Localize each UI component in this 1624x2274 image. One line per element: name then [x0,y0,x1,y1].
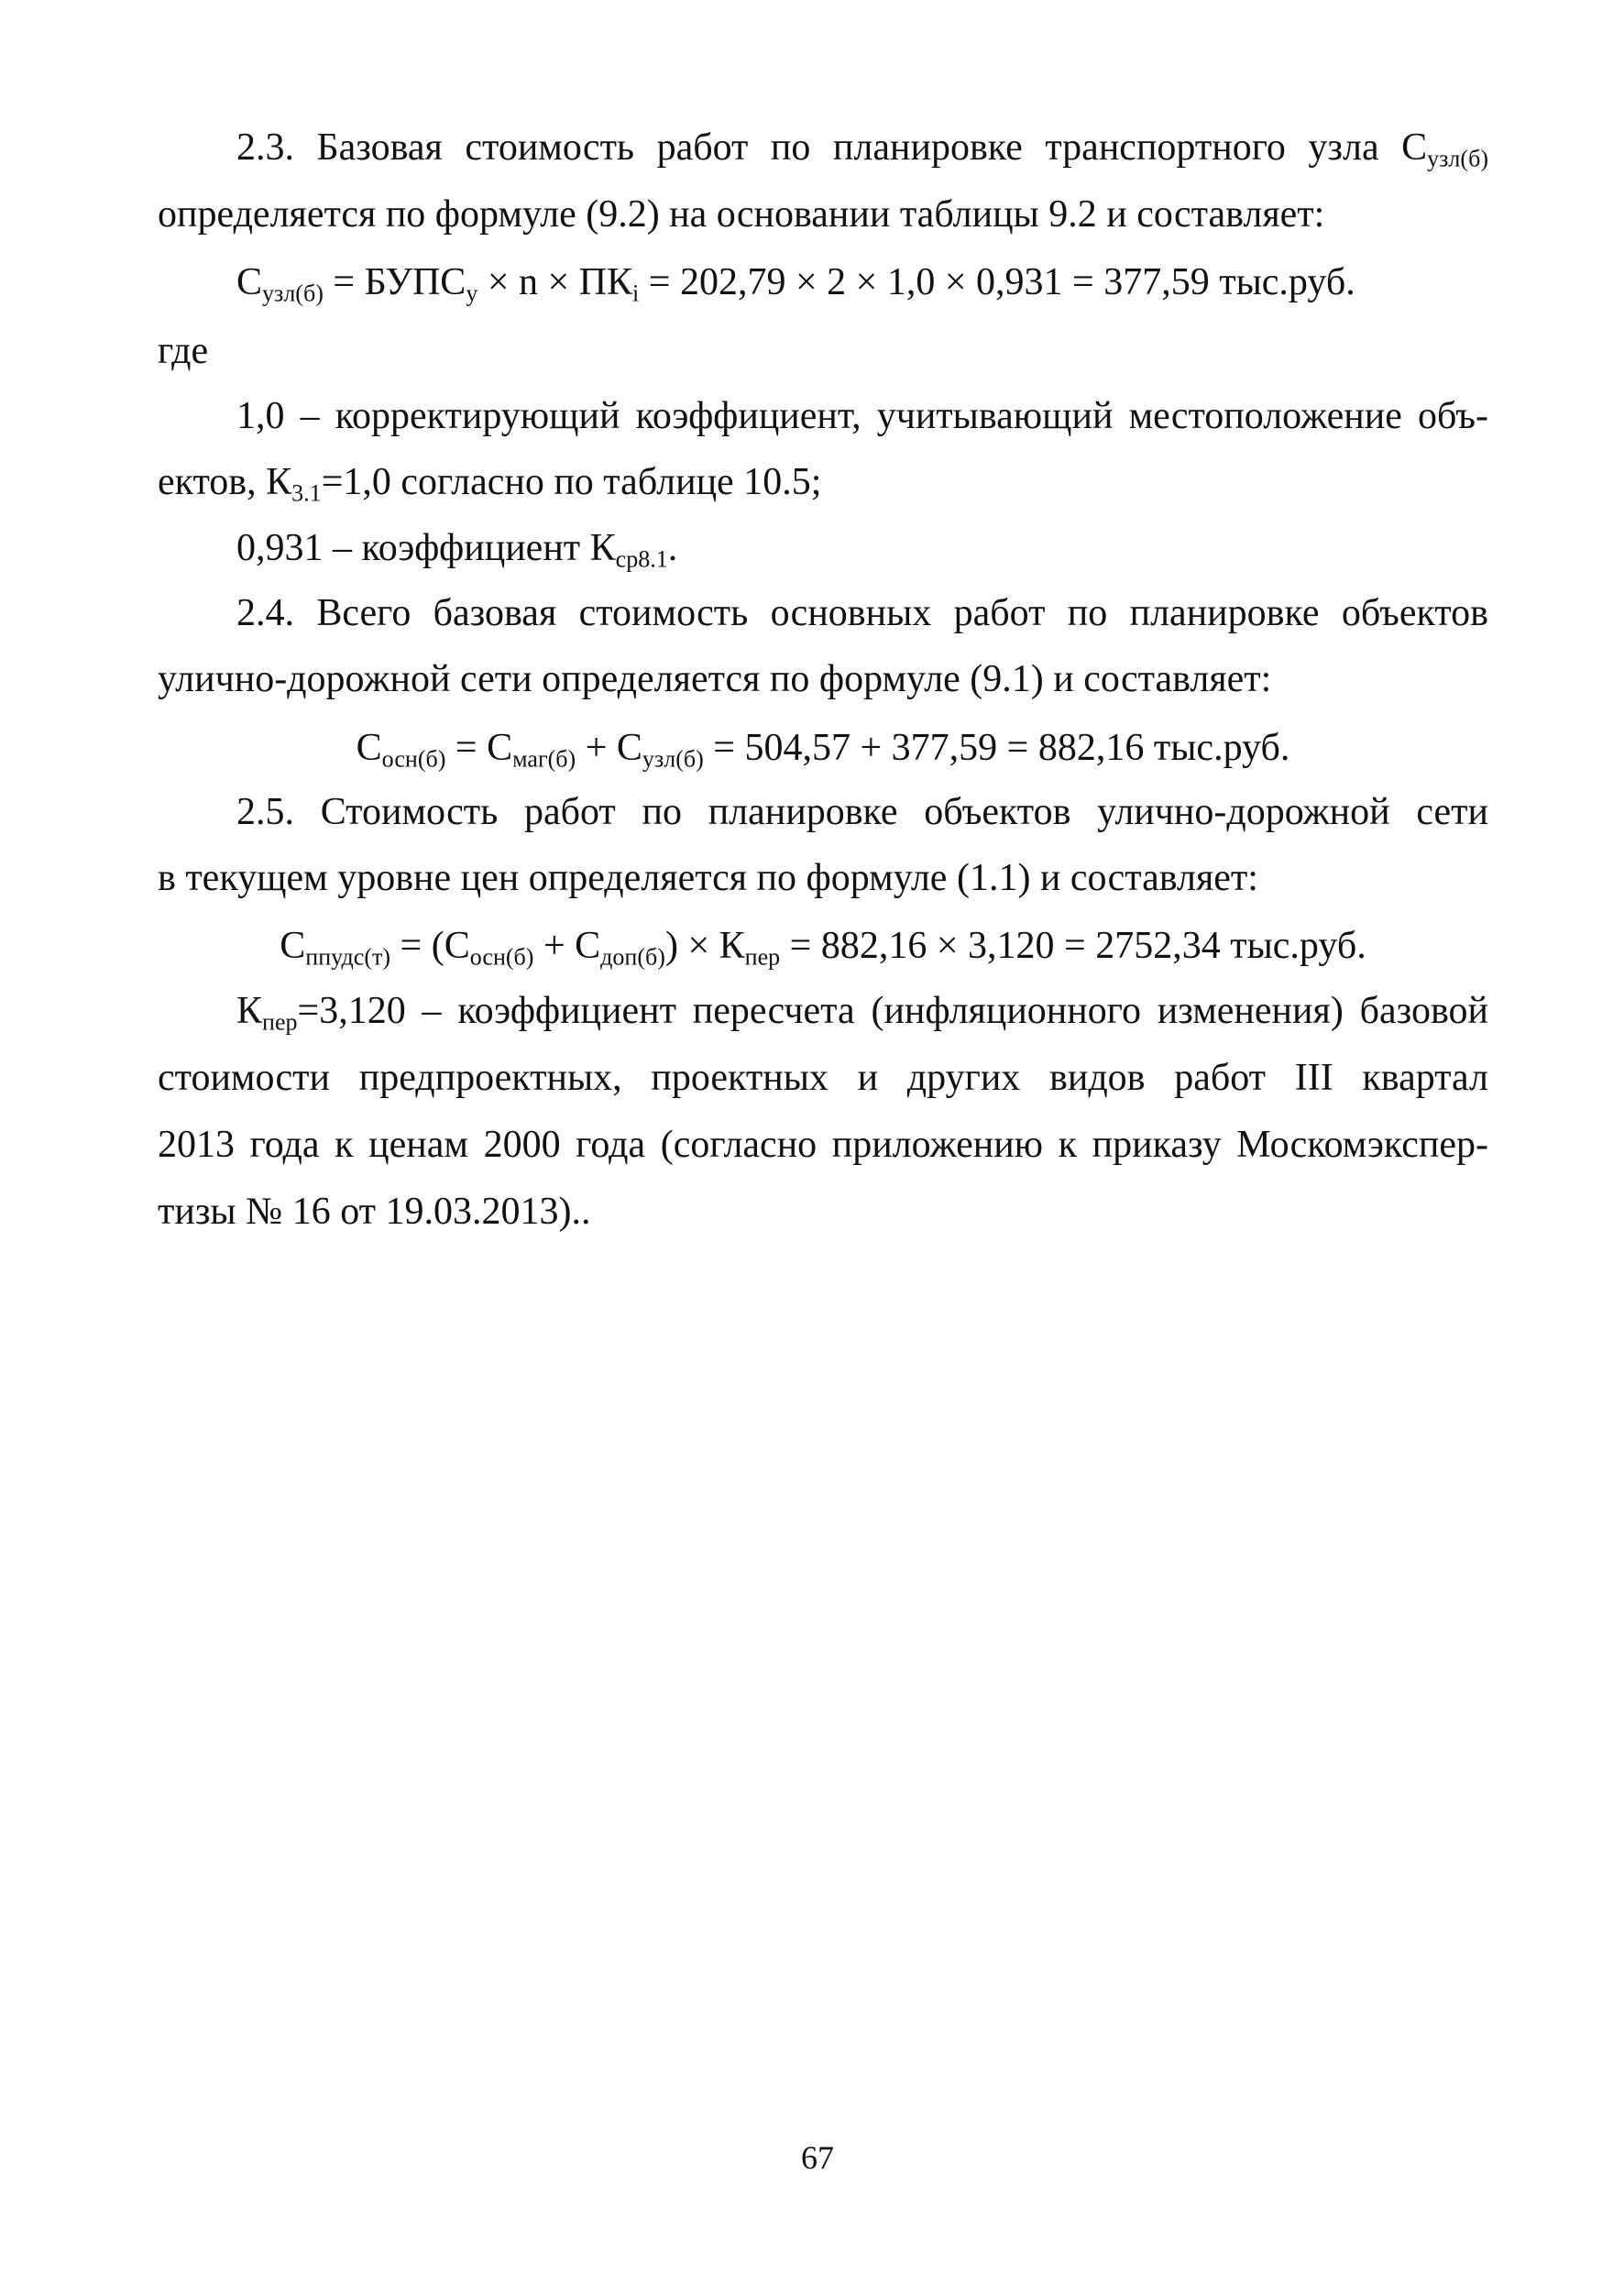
coefficient-1-0-line-2: ектов, $К_{3.1}=1,0$ согласно по таблице 10.5; [158,461,822,507]
paragraph-2-5-line-2: в текущем уровне цен определяется по формуле (1.1) и составляет: [158,857,1258,899]
paragraph-2-3-line-2: определяется по формуле (9.2) на основании таблицы 9.2 и составляет: [158,193,1325,236]
coefficient-1-0-line-1: 1,0 – корректирующий коэффициент, учитывающий местоположение объ- [236,395,1488,437]
where-label: где [158,330,209,372]
formula-current-cost: $С_{ппудс(т)} = (С_{осн(б)} + С_{доп(б)}) \times К_{пер} = 882,16 \times 3,120 = 2752,34$ тыс.руб. [280,925,1366,971]
formula-base-cost-total: $С_{осн(б)} = С_{маг(б)} + С_{узл(б)} = 504,57 + 377,59 = 882,16$ тыс.руб. [356,727,1290,773]
paragraph-2-5-line-1: 2.5. Стоимость работ по планировке объектов улично-дорожной сети [236,791,1488,833]
kper-line-2: стоимости предпроектных, проектных и других видов работ III квартал [158,1057,1488,1099]
kper-line-4: тизы № 16 от 19.03.2013).. [158,1191,591,1233]
kper-line-3: 2013 года к ценам 2000 года (согласно приложению к приказу Москомэкспер- [158,1124,1488,1166]
formula-uzl-cost: $С_{узл(б)}$ = $БУПС_у \times n \times ПК_i = 202,79 \times 2 \times 1,0 \times 0,931 = 377,59$ тыс.руб. [236,261,1355,307]
page-number: 67 [801,2139,834,2176]
coefficient-0-931: 0,931 – коэффициент $К_{ср8.1}$. [236,527,678,573]
paragraph-2-3-line-1: 2.3. Базовая стоимость работ по планировке транспортного узла $С_{узл(б)}$ [236,126,1488,172]
kper-line-1: $К_{пер}=3,120$ – коэффициент пересчета (инфляционного изменения) базовой [236,990,1488,1036]
paragraph-2-4-line-2: улично-дорожной сети определяется по формуле (9.1) и составляет: [158,658,1272,700]
paragraph-2-4-line-1: 2.4. Всего базовая стоимость основных работ по планировке объектов [236,592,1488,634]
